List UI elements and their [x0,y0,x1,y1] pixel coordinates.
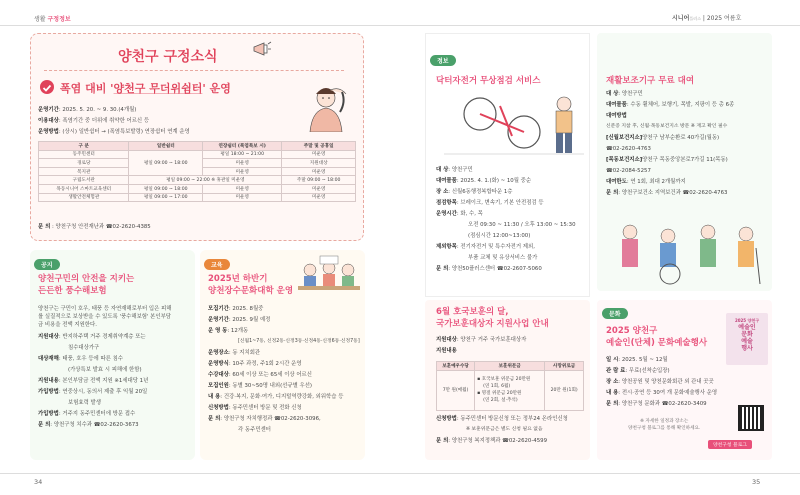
flood-title-line1: 양천구민의 안전을 지키는 [38,274,135,284]
brand-name: 시니어 [672,15,690,22]
detail-value: : 반지하주택 거주 경제취약계층 또는 [58,334,146,340]
detail-value: 침수대상가구 [68,345,100,351]
detail-key: 장 소 [606,379,619,385]
table-cell: 미운영 [203,184,282,193]
detail-key: 문 의 [606,401,619,407]
cell-line: ▪ 호국보훈 위문금 20만원 [477,377,531,383]
detail-key: 문 의 [38,422,51,428]
cell-line: ▪ 명절 위문금 20만원 [477,391,522,397]
heat-title [60,80,231,96]
detail-value: : 양천구청 자치행정과 ☎02-2620-3096, [220,416,321,422]
detail-value: : 본인부담금 전액 지원 ※1세대당 1년 [58,378,149,384]
table-cell: 평일 09:00 ~ 22:00 ※ 휴관일 미운영 [129,176,282,185]
flood-intro [38,305,171,329]
culture-poster [726,313,768,365]
detail-value: : 동 지치회관 [228,350,261,356]
detail-value: : 건강·복지, 문화·여가, 디지털역량강화, 외워학습 등 [220,394,344,400]
poster-line: 예술인 [738,324,756,331]
check-icon [40,80,54,94]
veteran-title [436,306,549,330]
flood-title [38,273,134,297]
detail-value: : 양천구보건소 지역보건과 ☎02-2620-4763 [618,190,728,196]
detail-value: : 전시·공연 등 30여 개 문화예술행사 운영 [618,390,718,396]
detail-value: : 12개동 [227,328,249,334]
table-row [39,193,356,202]
detail-key: 지원대상 [38,334,59,340]
detail-key: 대여물품 [606,102,627,108]
detail-value: (점심시간 12:00~13:00) [468,233,531,239]
table-header: 구 분 [39,142,129,151]
detail-value: : 수동 휠체어, 보행기, 목발, 지팡이 등 총 6종 [626,102,735,108]
table-cell: 미운영 [282,193,356,202]
table-header: 보훈예우수당 [437,362,475,371]
table-cell: 미운영 [282,167,356,176]
note-line: ※ 자세한 일정과 장소는 [640,419,689,424]
table-header: 일반쉼터 [129,142,203,151]
edu-title [208,273,293,297]
detail-value: : 폭염기간 중 더위에 취약한 어르신 등 [58,118,150,124]
header-left [34,14,71,23]
detail-key: 모집기간 [208,306,229,312]
detail-value: : 연 1회, 최대 2개월까지 [626,179,686,185]
bike-pill: 정보 [430,55,456,66]
poster-line: 행사 [741,345,753,352]
table-cell: 평일 09:00 ~ 18:00 [129,150,203,176]
header-subsection: 구정정보 [47,16,71,23]
divider [0,473,400,474]
table-cell: 미운영 [282,184,356,193]
intro-line: 금 비용을 전액 지원한다. [38,322,97,328]
detail-key: [신월보건지소] [606,135,643,141]
note-line: 양천구청 블로그를 통해 확인하세요. [628,426,701,431]
table-cell: 복지관 [39,167,129,176]
table-header: 보훈위문금 [475,362,545,371]
detail-key: 운영방식 [208,361,229,367]
table-header: 주말 및 공휴일 [282,142,356,151]
shelter-table [38,141,356,202]
rehab-title: 재활보조기구 무료 대여 [606,76,695,86]
detail-key: 내 용 [606,390,619,396]
detail-key: 문 의 [436,266,449,272]
detail-key: 가입방법 [38,411,59,417]
table-header: 연장쉼터 (폭염특보 시) [203,142,282,151]
table-cell: 동주민센터 [39,150,129,159]
detail-value: : 거주지 동주민센터에 방문 접수 [58,411,136,417]
heat-details [38,106,190,136]
cell-line: (연 2회, 설·추석) [483,398,518,404]
detail-value: ☎02-2084-5257 [606,168,651,174]
table-cell: 20만 원(1회) [545,370,584,410]
students-illustration [296,250,362,302]
detail-key: 문 의 [436,438,449,444]
culture-title-line1: 2025 양천구 [606,326,658,336]
detail-key: 대여한도 [606,179,627,185]
veteran-title-line2: 국가보훈대상자 지원사업 안내 [436,319,549,329]
table-cell: 목동시니어 스마트교육센터 [39,184,129,193]
detail-key: 신청방법 [436,416,457,422]
detail-value: 양천구 목동중앙본로7가길 11(목동) [642,157,728,163]
detail-value: (가상특보 발효 시 피해에 한함) [68,367,142,373]
table-cell: 평일 09:00 ~ 18:00 [129,184,203,193]
detail-value: : 2025. 5. 20. ~ 9. 30.(4개월) [58,107,137,113]
detail-value: 보험효력 발생 [68,400,101,406]
detail-value: ※ 보훈위문금은 별도 신청 필요 없음 [466,427,543,432]
detail-value: 부품 교체 및 유상서비스 불가 [468,255,538,261]
bike-pill-wrap [430,48,456,67]
table-cell: 주말 09:00 ~ 18:00 [282,176,356,185]
detail-value: : 전기자전거 및 특수자전거 제외, [456,244,535,250]
detail-value: : 무료(선착순입장) [625,368,670,374]
detail-value: 오전 09:30 ~ 11:30 / 오후 13:00 ~ 15:30 [468,222,576,228]
table-cell: 평일 09:00 ~ 17:00 [129,193,203,202]
detail-key: 운영기간 [38,107,59,113]
detail-value: 각 동주민센터 [238,427,271,433]
detail-value: : 2025. 9월 예정 [228,317,271,323]
header-section: 생활 [34,16,46,23]
page-number-left: 34 [34,478,43,486]
detail-key: 문 의 [38,224,51,230]
detail-key: 대여물품 [436,178,457,184]
detail-value: ☎02-2620-4763 [606,146,651,152]
bike-title: 닥터자전거 무상점검 서비스 [436,76,541,86]
table-cell [475,370,545,410]
culture-title [606,325,707,349]
flood-pill-wrap [34,252,60,271]
detail-key: 제외항목 [436,244,457,250]
heat-title-post: ' 운영 [202,82,231,95]
detail-key: 신청방법 [208,405,229,411]
bike-details [436,166,576,273]
heat-contact [38,223,151,231]
edu-title-line2: 양천장수문화대학 운영 [208,286,294,296]
poster-line: 2025 양천구 [734,318,760,323]
veteran-table [436,361,584,411]
detail-value: [신월1~7동, 신정2동·신정3동·신정4동·신정6동·신정7동] [238,339,360,344]
table-cell: 평일 18:00 ~ 21:00 [203,150,282,159]
shading-eyes-person-illustration [296,76,358,132]
edu-title-line1: 2025년 하반기 [208,274,268,284]
table-cell: 생활안전체험관 [39,193,129,202]
table-cell: 7만 원(매월) [437,370,475,410]
detail-value: : 10주 과정, 주1회 2시간 운영 [228,361,302,367]
detail-key: 지원내용 [38,378,59,384]
divider [44,70,344,71]
culture-details [606,356,717,408]
detail-key: 가입방법 [38,389,59,395]
detail-value: : 양천50플러스센터 ☎02-2607-5060 [448,266,542,272]
detail-key: 운영시간 [436,211,457,217]
detail-value: : 화, 수, 목 [456,211,483,217]
poster-line: 예술 [741,338,753,345]
detail-value: : 동별 30~50명 내외(선규별 우선) [228,383,313,389]
detail-key: 대상재해 [38,356,59,362]
detail-key: 대 상 [436,167,449,173]
detail-key: 문 의 [606,190,619,196]
bicycle-repair-illustration [440,86,588,158]
blog-button[interactable]: 양천구청 블로그 [708,440,752,449]
detail-value: : 2025. 8월중 [228,306,264,312]
divider [0,25,400,26]
issue-label: 2025 여름호 [706,15,742,22]
heat-title-pre: 폭염 대비 ' [60,82,114,95]
rehab-people-illustration [608,218,766,286]
detail-value: : 2025. 5월 ~ 12월 [618,357,668,363]
intro-line: 를 실질적으로 보상받을 수 있도록 '풍수해보험' 본인부담 [38,314,172,320]
table-cell: 미운영 [203,167,282,176]
table-header: 사망위로금 [545,362,584,371]
detail-value: : 양천공원 및 양천문화회관 외 관내 곳곳 [618,379,714,385]
culture-pill-wrap [602,301,628,320]
detail-key: 지원대상 [436,337,457,343]
detail-value: : 2025. 4. 1.(화) ~ 10월 중순 [456,178,532,184]
table-cell: 지원대상 [282,159,356,168]
detail-key: 모집인원 [208,383,229,389]
flood-pill: 공지 [34,259,60,270]
detail-value: : 양천구청 안전재난과 ☎02-2620-4385 [52,224,151,230]
intro-line: 양천구는 구민이 호우, 태풍 등 자연재해로부터 입은 피해 [38,306,172,312]
detail-value: : 양천구민 [448,167,473,173]
veteran-details-2 [436,415,568,445]
edu-details [208,305,360,434]
detail-value: : 연중상시, 동의서 제출 후 익월 20일 [58,389,148,395]
detail-value: : 신월6동행정복합타운 1층 [448,189,513,195]
rehab-details [606,90,734,197]
detail-value: : 양천구청 치수과 ☎02-2620-3673 [50,422,139,428]
veteran-title-line1: 6월 호국보훈의 달, [436,307,509,317]
heat-title-mid: 양천구 무더위쉼터 [113,82,203,95]
detail-key: 수강대상 [208,372,229,378]
detail-value: : 양천구청 문화과 ☎02-2620-3409 [618,401,707,407]
detail-key: 운영방법 [38,129,59,135]
megaphone-icon [252,41,272,57]
detail-value: : 동주민센터 방문신청 또는 정부24 온라인신청 [456,416,568,422]
detail-value: 양천구 남부순환로 40가길(월동) [642,135,720,141]
flood-title-line2: 든든한 풍수해보험 [38,286,107,296]
detail-key: 문 의 [208,416,221,422]
detail-key: 이용대상 [38,118,59,124]
detail-value: : 양천구 거주 국가보훈대상자 [456,337,527,343]
detail-value: : 60세 이상 또는 65세 이상 어르신 [228,372,312,378]
flood-details [38,333,148,429]
table-cell: 미운영 [282,150,356,159]
detail-key: 대 상 [606,91,619,97]
table-cell: 경로당 [39,159,129,168]
brand-small: 플러스 [689,16,701,21]
detail-key: 일 시 [606,357,619,363]
culture-note [628,418,700,432]
culture-pill: 문화 [602,308,628,319]
edu-pill-wrap [204,252,230,271]
detail-key: [목동보건지소] [606,157,643,163]
edu-pill: 교육 [204,259,230,270]
cell-line: (연 1회, 6월) [483,384,511,390]
detail-key: 운 영 동 [208,328,228,334]
detail-value: : 태풍, 호우 등에 따른 침수 [58,356,124,362]
culture-title-line2: 예술인(단체) 문화예술행사 [606,338,708,348]
gu-news-title: 양천구 구정소식 [118,49,218,65]
table-cell: 미운영 [203,193,282,202]
table-row [437,370,584,410]
divider [400,473,800,474]
table-row [39,184,356,193]
detail-value: 신분증 지참 후, 신월·목동보건지소 방문 ※ 재고 확인 필수 [606,124,728,129]
header-right: 시니어플러스 | 2025 여름호 [672,15,742,22]
detail-value: : 양천구민 [618,91,643,97]
detail-key: 대여방법 [606,113,627,119]
table-cell: 구립도서관 [39,176,129,185]
detail-value: : 동주민센터 방문 및 전화 신청 [228,405,302,411]
detail-key: 장 소 [436,189,449,195]
table-row [39,150,356,159]
detail-value: : 브레이크, 변속기, 기본 안전점검 등 [456,200,544,206]
detail-key: 점검항목 [436,200,457,206]
detail-key: 관 람 료 [606,368,626,374]
page-number-right: 35 [752,478,761,486]
qr-code-icon[interactable] [738,405,764,431]
detail-key: 지원내용 [436,348,457,354]
detail-value: : (상시) 일반쉼터 → (폭염특보발령) 연장쉼터 연계 운영 [58,129,190,135]
detail-key: 내 용 [208,394,221,400]
table-cell: 미운영 [203,159,282,168]
detail-key: 운영기간 [208,317,229,323]
detail-key: 운영장소 [208,350,229,356]
detail-value: : 양천구청 복지정책과 ☎02-2620-4599 [448,438,548,444]
divider [400,25,800,26]
table-row [39,176,356,185]
veteran-details [436,336,526,355]
poster-line: 문화 [741,331,753,338]
